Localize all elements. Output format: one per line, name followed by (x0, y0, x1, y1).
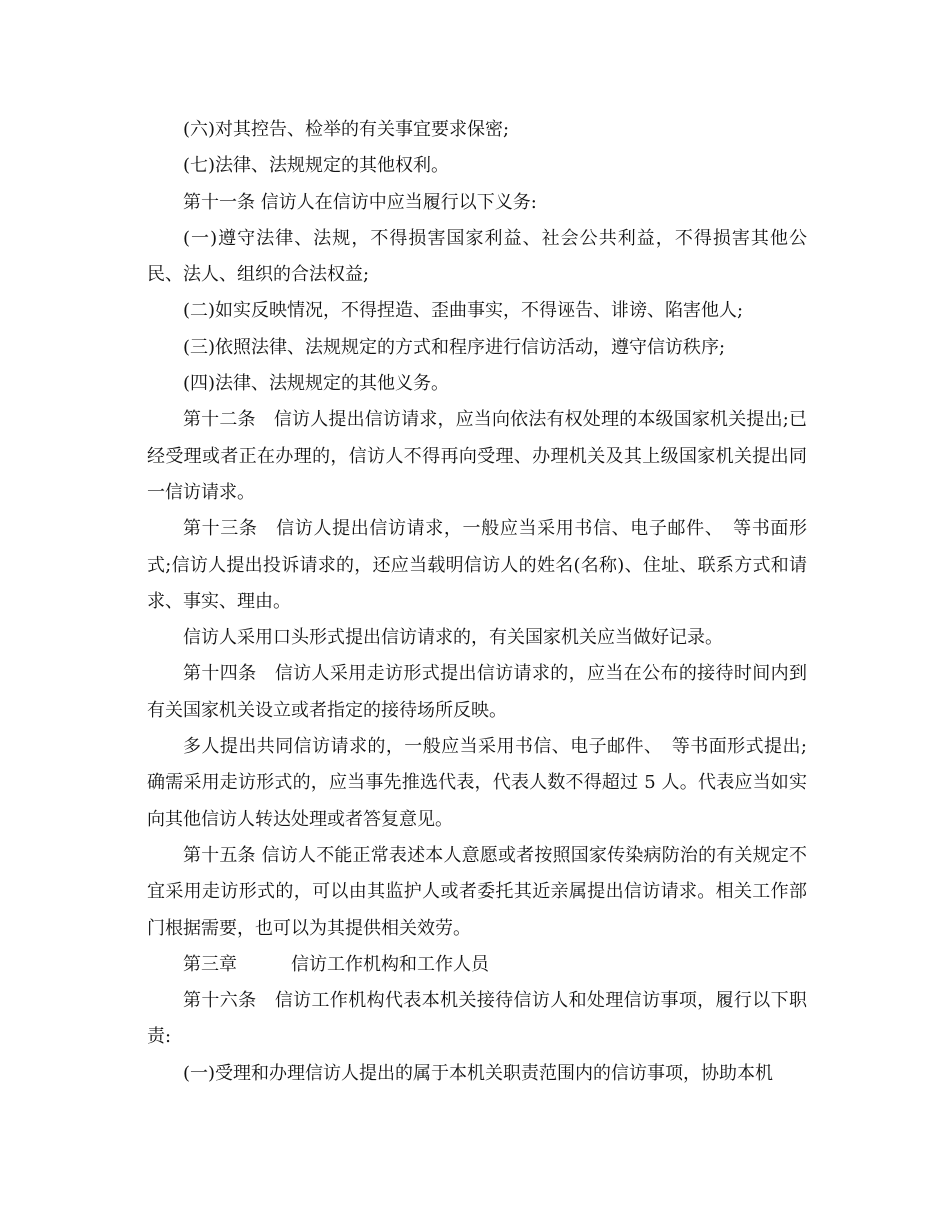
paragraph-item-7: (七)法律、法规规定的其他权利。 (183, 155, 450, 177)
paragraph-item-6: (六)对其控告、检举的有关事宜要求保密; (183, 119, 510, 140)
article-14-paragraph: 第十四条 信访人采用走访形式提出信访请求的，应当在公布的接待时间内到有关国家机关设立或者指定的接待场所反映。 (147, 663, 807, 721)
obligation-item-4: (四)法律、法规规定的其他义务。 (183, 373, 450, 395)
duty-item-1: (一)受理和办理信访人提出的属于本机关职责范围内的信访事项，协助本机 (183, 1062, 774, 1084)
obligation-item-3: (三)依照法律、法规规定的方式和程序进行信访活动，遵守信访秩序; (183, 336, 726, 358)
article-12-paragraph: 第十二条 信访人提出信访请求，应当向依法有权处理的本级国家机关提出;已经受理或者正在办理的，信访人不得再向受理、办理机关及其上级国家机关提出同一信访请求。 (147, 409, 807, 503)
article-13-paragraph: 第十三条 信访人提出信访请求，一般应当采用书信、电子邮件、 等书面形式;信访人提出投诉请求的，还应当载明信访人的姓名(名称)、住址、联系方式和请求、事实、理由。 (147, 518, 807, 612)
article-15-paragraph: 第十五条 信访人不能正常表述本人意愿或者按照国家传染病防治的有关规定不宜采用走访形式的，可以由其监护人或者委托其近亲属提出信访请求。相关工作部门根据需要，也可以为其提供相关效劳。 (147, 844, 807, 939)
obligation-item-2: (二)如实反映情况，不得捏造、歪曲事实，不得诬告、诽谤、陷害他人; (183, 300, 744, 322)
article-11-heading: 第十一条 信访人在信访中应当履行以下义务: (183, 191, 537, 213)
oral-request-paragraph: 信访人采用口头形式提出信访请求的，有关国家机关应当做好记录。 (183, 627, 723, 649)
joint-request-paragraph: 多人提出共同信访请求的，一般应当采用书信、电子邮件、 等书面形式提出;确需采用走访形式的，应当事先推选代表，代表人数不得超过 5 人。代表应当如实向其他信访人转达处理或者答复意见。 (147, 736, 807, 830)
obligation-item-1: (一)遵守法律、法规，不得损害国家利益、社会公共利益，不得损害其他公民、法人、组织的合法权益; (147, 227, 807, 286)
chapter-3-heading: 第三章 信访工作机构和工作人员 (183, 953, 489, 975)
document-body (147, 112, 807, 1092)
article-16-paragraph: 第十六条 信访工作机构代表本机关接待信访人和处理信访事项，履行以下职责: (147, 990, 807, 1048)
